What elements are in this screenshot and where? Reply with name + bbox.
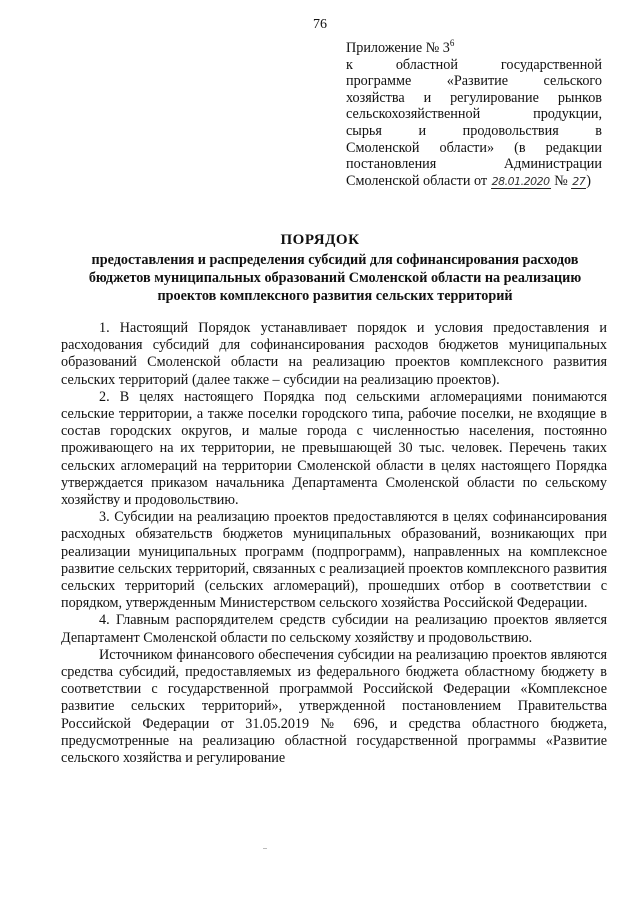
appendix-line: постановления Администрации — [346, 156, 602, 173]
appendix-line: программе «Развитие сельского — [346, 73, 602, 90]
paragraph-3: 3. Субсидии на реализацию проектов предоставляются в целях софинансирования расходных обязательств бюджетов муниципальных образований, возникающих при реализации муниципальных программ (подпрограмм), направленных на комплексное развитие сельских территорий, связанных с реализацией проектов комплексного развития сельских территорий (сельских агломераций), прошедших отбор в соответствии с порядком, утвержденным Министерством сельского хозяйства Российской Федерации. — [61, 509, 607, 612]
appendix-title — [346, 35, 602, 57]
appendix-header — [346, 35, 602, 190]
paragraph-4: 4. Главным распорядителем средств субсидии на реализацию проектов является Департамент Смоленской области по сельскому хозяйству и продовольствию. — [61, 612, 607, 646]
appendix-date-prefix: Смоленской области от — [346, 172, 488, 189]
appendix-line: к областной государственной — [346, 56, 602, 73]
appendix-line: сельскохозяйственной продукции, — [346, 106, 602, 123]
paragraph-2: 2. В целях настоящего Порядка под сельскими агломерациями понимаются сельские территории, а также поселки городского типа, рабочие поселки, не входящие в состав городских округов, и малые города с численностью населения, постоянно проживающего на их территории, не превышающей 30 тыс. человек. Перечень таких сельских агломераций на территории Смоленской области в целях настоящего Порядка утверждается приказом начальника Департамента Смоленской области по сельскому хозяйству и продовольствию. — [61, 388, 607, 509]
appendix-date-line — [346, 173, 602, 191]
document-title: ПОРЯДОК — [280, 232, 360, 248]
document-body — [61, 320, 607, 767]
appendix-title-superscript: 6 — [449, 38, 455, 48]
paragraph-1: 1. Настоящий Порядок устанавливает порядок и условия предоставления и расходования субсидий для софинансирования расходов бюджетов муниципальных образований Смоленской области на реализацию проектов комплексного развития сельских территорий (далее также – субсидии на реализацию проектов). — [61, 320, 607, 388]
appendix-line: хозяйства и регулирование рынков — [346, 89, 602, 106]
handwritten-number: 27 — [572, 174, 586, 188]
appendix-title-text: Приложение № 3 — [346, 40, 450, 56]
page-number: 76 — [313, 17, 327, 32]
number-label: № — [554, 172, 568, 189]
appendix-line: сырья и продовольствия в — [346, 122, 602, 139]
document-subtitle: предоставления и распределения субсидий для софинансирования расходов бюджетов муниципальных образований Смоленской области на реализацию проектов комплексного развития сельских территорий — [88, 252, 582, 304]
handwritten-date: 28.01.2020 — [491, 174, 550, 188]
paragraph-5: Источником финансового обеспечения субсидии на реализацию проектов являются средства субсидий, предоставляемых из федерального бюджета областному бюджету в соответствии с государственной программой Российской Федерации «Комплексное развитие сельских территорий», утвержденной постановлением Правительства Российской Федерации от 31.05.2019 № 696, и средства областного бюджета, предусмотренные на реализацию областной государственной программы «Развитие сельского хозяйства и регулирование — [61, 646, 607, 767]
closing-paren: ) — [586, 172, 592, 189]
scan-mark — [263, 848, 267, 849]
appendix-line: Смоленской области» (в редакции — [346, 139, 602, 156]
